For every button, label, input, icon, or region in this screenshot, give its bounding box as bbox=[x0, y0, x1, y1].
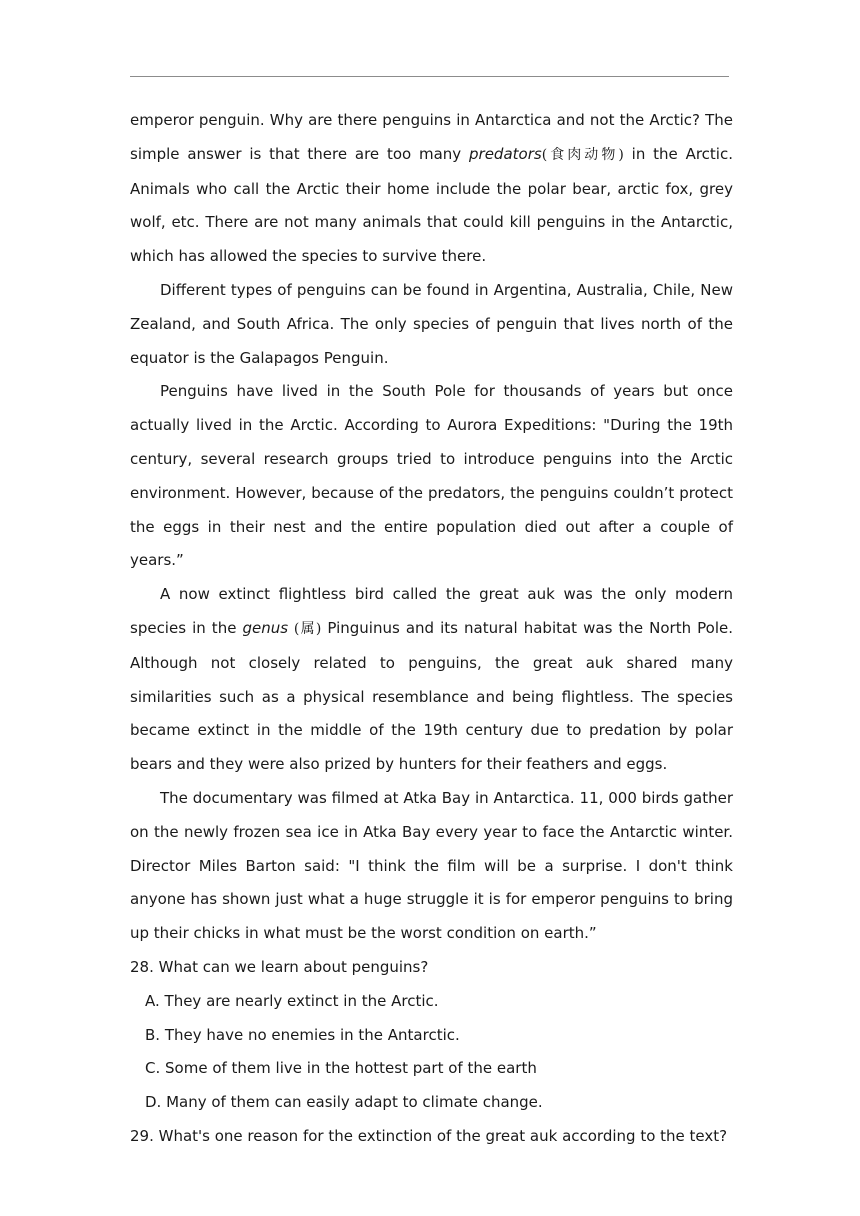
document-body bbox=[130, 104, 733, 1154]
passage-paragraph-4 bbox=[130, 578, 733, 782]
chinese-gloss: (食肉动物) bbox=[541, 146, 624, 163]
question-29-stem: 29. What's one reason for the extinction of the great auk according to the text? bbox=[130, 1126, 728, 1145]
paragraph-text: in the Arctic. Animals who call the Arctic their home include the polar bear, arctic fox, grey wolf, etc. There are not many animals that could kill penguins in the Antarctic, which has allowed the species to survive there. bbox=[130, 144, 733, 266]
question-28-option-b: B. They have no enemies in the Antarctic. bbox=[145, 1025, 460, 1044]
question-28-option-a: A. They are nearly extinct in the Arctic. bbox=[145, 991, 439, 1010]
passage-paragraph-2: Different types of penguins can be found in Argentina, Australia, Chile, New Zealand, and South Africa. The only species of penguin that lives north of the equator is the Galapagos Penguin. bbox=[130, 280, 733, 367]
header-rule bbox=[130, 76, 729, 77]
glossed-term-genus: genus bbox=[242, 618, 289, 637]
question-28-option-c: C. Some of them live in the hottest part of the earth bbox=[145, 1059, 537, 1078]
paragraph-text: A now extinct flightless bird called the great auk was the only modern species in the bbox=[130, 585, 733, 637]
glossed-term-predators: predators bbox=[469, 144, 542, 163]
passage-paragraph-1 bbox=[130, 104, 733, 274]
paragraph-text: Pinguinus and its natural habitat was the North Pole. Although not closely related to penguins, the great auk shared many similarities such as a physical resemblance and being flightless. The species became extinct in the middle of the 19th century due to predation by polar bears and they were also prized by hunters for their feathers and eggs. bbox=[130, 618, 733, 774]
paragraph-text: emperor penguin. Why are there penguins in Antarctica and not the Arctic? The simple answer is that there are too many bbox=[130, 111, 733, 163]
passage-paragraph-5: The documentary was filmed at Atka Bay in Antarctica. 11, 000 birds gather on the newly frozen sea ice in Atka Bay every year to face the Antarctic winter. Director Miles Barton said: "I think the film will be a surprise. I don't think anyone has shown just what a huge struggle it is for emperor penguins to bring up their chicks in what must be the worst condition on earth.” bbox=[130, 788, 733, 943]
question-28-option-d: D. Many of them can easily adapt to climate change. bbox=[145, 1093, 543, 1112]
passage-paragraph-3: Penguins have lived in the South Pole for thousands of years but once actually lived in the Arctic. According to Aurora Expeditions: "During the 19th century, several research groups tried to introduce penguins into the Arctic environment. However, because of the predators, the penguins couldn’t protect the eggs in their nest and the entire population died out after a couple of years.” bbox=[130, 382, 733, 570]
question-28-stem: 28. What can we learn about penguins? bbox=[130, 957, 429, 976]
chinese-gloss: (属) bbox=[288, 620, 322, 637]
